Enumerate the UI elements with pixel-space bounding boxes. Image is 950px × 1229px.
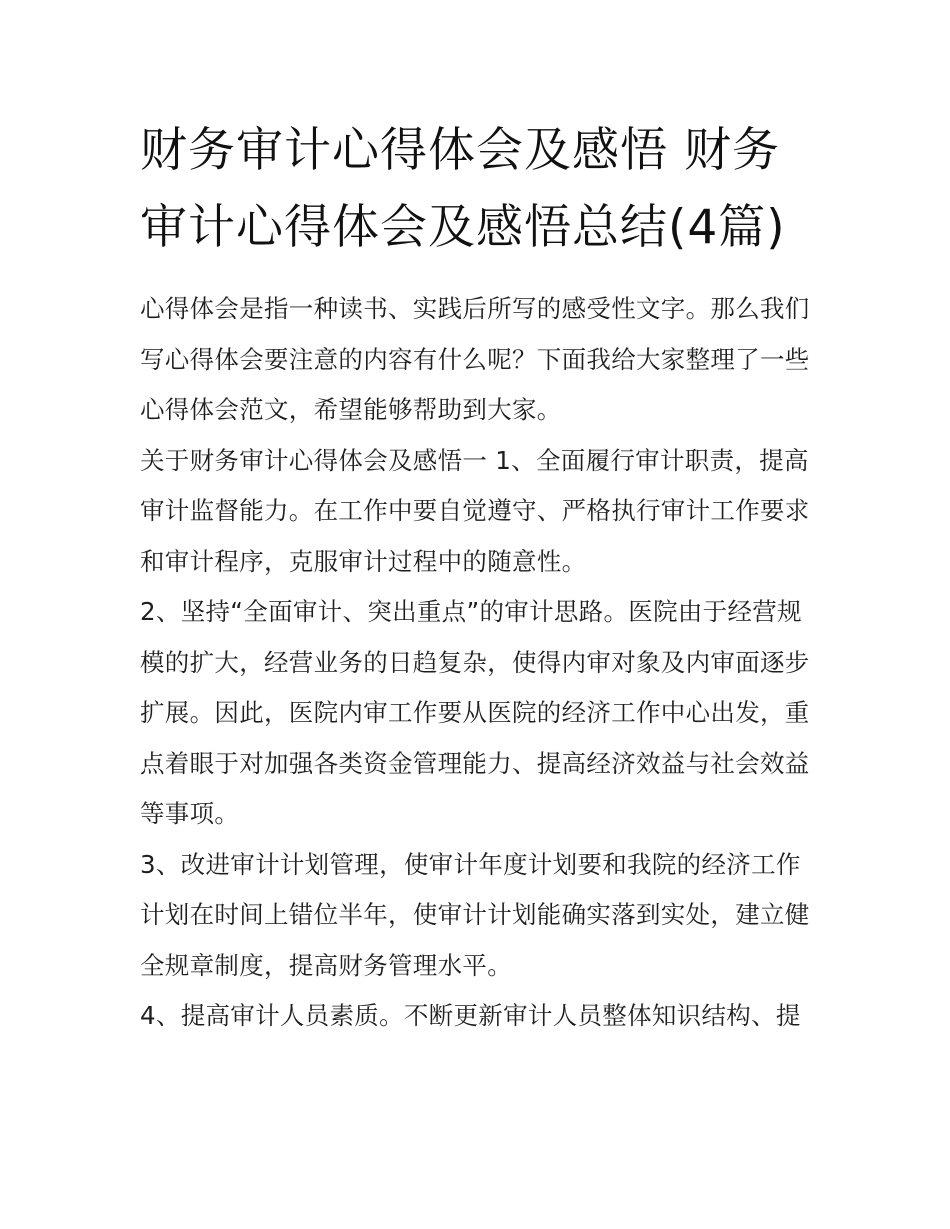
paragraph-intro: 心得体会是指一种读书、实践后所写的感受性文字。那么我们写心得体会要注意的内容有什么呢？下面我给大家整理了一些心得体会范文，希望能够帮助到大家。 — [140, 294, 810, 424]
paragraph-point-3: 3、改进审计计划管理，使审计年度计划要和我院的经济工作计划在时间上错位半年，使审计计划能确实落到实处，建立健全规章制度，提高财务管理水平。 — [140, 849, 810, 980]
paragraph-point-1: 关于财务审计心得体会及感悟一 1、全面履行审计职责，提高审计监督能力。在工作中要自觉遵守、严格执行审计工作要求和审计程序，克服审计过程中的随意性。 — [140, 445, 810, 576]
document-title: 财务审计心得体会及感悟 财务审计心得体会及感悟总结(4篇) — [140, 123, 786, 255]
document-body — [140, 284, 820, 1042]
document-page — [140, 112, 820, 1042]
paragraph-point-2: 2、坚持“全面审计、突出重点”的审计思路。医院由于经营规模的扩大，经营业务的日趋复杂，使得内审对象及内审面逐步扩展。因此，医院内审工作要从医院的经济工作中心出发，重点着眼于对加强各类资金管理能力、提高经济效益与社会效益等事项。 — [140, 597, 810, 828]
paragraph-point-4: 4、提高审计人员素质。不断更新审计人员整体知识结构、提 — [140, 1001, 801, 1030]
